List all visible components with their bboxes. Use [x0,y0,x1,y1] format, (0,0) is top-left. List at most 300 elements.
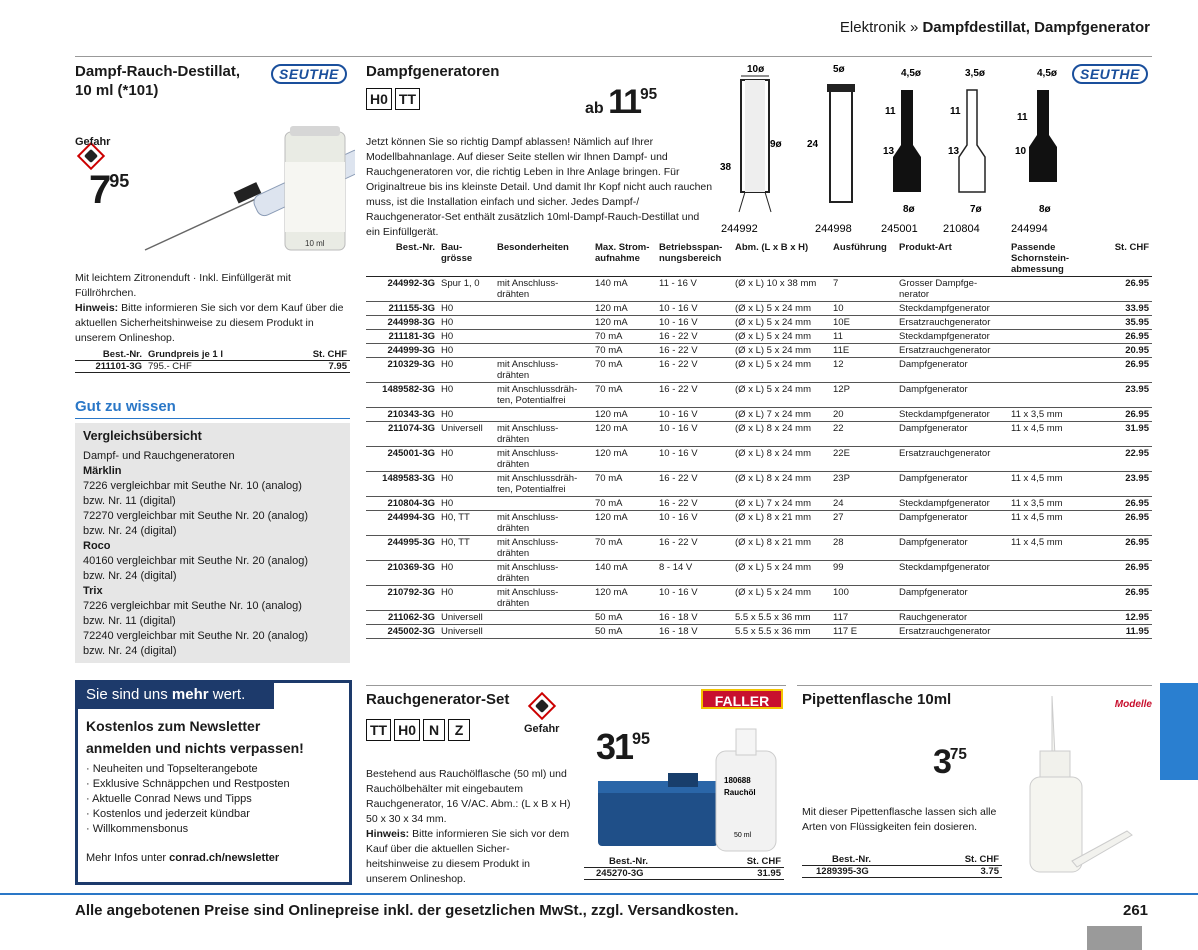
footer-text: Alle angebotenen Preise sind Onlinepreise inkl. der gesetzlichen MwSt., zzgl. Versandkosten. [75,902,739,919]
cell-current: 70 mA [592,472,656,497]
cell-features [494,497,592,511]
brand-maerklin: Märklin [83,465,122,477]
th-price: St. CHF [1094,241,1152,277]
cell-current: 120 mA [592,422,656,447]
scale-badge-tt: TT [395,88,420,110]
cell-order-no[interactable]: 1489582-3G [366,383,438,408]
cell-order-no[interactable]: 244995-3G [366,536,438,561]
dim-side: 11 [950,106,961,117]
good-to-know [75,398,350,663]
page-number: 261 [1123,902,1149,919]
th-product-type: Produkt-Art [896,241,1008,277]
table-row[interactable] [366,277,1152,302]
table-row[interactable] [366,447,1152,472]
cell-current: 120 mA [592,408,656,422]
left-price-cell: 7.95 [282,361,350,373]
cell-scale: H0 [438,472,494,497]
main-product-title: Dampfgeneratoren [366,63,500,80]
smoke-set-title: Rauchgenerator-Set [366,691,510,708]
diagram-label: 210804 [943,223,980,235]
cell-chimney [1008,561,1094,586]
cell-dimensions: (Ø x L) 5 x 24 mm [732,561,830,586]
dim-top: 4,5ø [901,68,922,79]
left-order-table [75,349,350,373]
cell-chimney [1008,625,1094,639]
cell-current: 140 mA [592,277,656,302]
cell-price: 26.95 [1094,561,1152,586]
cell-order-no[interactable]: 244994-3G [366,511,438,536]
cell-voltage: 10 - 16 V [656,422,732,447]
left-title-line1: Dampf-Rauch-Destillat, [75,63,241,80]
smoke-hint-label: Hinweis: [366,828,410,840]
cell-scale: H0 [438,316,494,330]
cell-price: 26.95 [1094,511,1152,536]
th-order-no: Best.-Nr. [75,349,145,361]
product-table [366,241,1152,639]
table-row[interactable] [366,511,1152,536]
cell-product-type: Steckdampfgenerator [896,408,1008,422]
cell-dimensions: 5.5 x 5.5 x 36 mm [732,611,830,625]
cell-order-no[interactable]: 244992-3G [366,277,438,302]
table-row[interactable] [366,344,1152,358]
cell-voltage: 16 - 22 V [656,472,732,497]
comparison-line: bzw. Nr. 11 (digital) [83,615,176,627]
dim-side: 11 [1017,112,1028,123]
cell-voltage: 10 - 16 V [656,447,732,472]
cell-version: 10 [830,302,896,316]
cell-dimensions: (Ø x L) 7 x 24 mm [732,408,830,422]
cell-scale: H0 [438,302,494,316]
comparison-intro: Dampf- und Rauchgeneratoren [83,450,235,462]
cell-price: 11.95 [1094,625,1152,639]
smoke-set-desc [366,767,571,887]
cell-chimney: 11 x 4,5 mm [1008,472,1094,497]
th-price: St. CHF [282,349,350,361]
cell-chimney: 11 x 4,5 mm [1008,511,1094,536]
th-features: Besonderheiten [494,241,592,277]
cell-voltage: 16 - 22 V [656,383,732,408]
cell-version: 22E [830,447,896,472]
table-row[interactable] [366,302,1152,316]
cell-current: 50 mA [592,611,656,625]
cell-order-no[interactable]: 245001-3G [366,447,438,472]
left-base-price: 795.- CHF [145,361,282,373]
cell-scale: H0 [438,344,494,358]
seuthe-logo-main: SEUTHE [1072,64,1148,84]
table-row[interactable] [366,625,1152,639]
th-price: St. CHF [709,856,784,868]
pipette-order-table [802,854,1002,878]
pipette-price-cell: 3.75 [930,866,1002,878]
dim-top: 10ø [747,64,765,75]
smoke-set [366,687,786,887]
breadcrumb-separator: » [909,19,919,36]
comparison-title: Vergleichsübersicht [83,429,202,443]
cell-dimensions: (Ø x L) 5 x 24 mm [732,383,830,408]
comparison-line: 72240 vergleichbar mit Seuthe Nr. 20 (analog) [83,630,309,642]
hazard-label: Gefahr [75,136,111,148]
dim-side: 10 [1015,146,1027,157]
cell-chimney [1008,302,1094,316]
cell-scale: H0 [438,408,494,422]
cell-chimney [1008,277,1094,302]
cell-order-no[interactable]: 211155-3G [366,302,438,316]
th-current: Max. Strom-aufnahme [592,241,656,277]
smoke-price-cell: 31.95 [709,868,784,880]
cell-product-type: Grosser Dampfge-nerator [896,277,1008,302]
table-row[interactable] [366,611,1152,625]
table-row[interactable] [366,536,1152,561]
newsletter-title-2: anmelden und nichts verpassen! [86,740,304,756]
pipette-order-no[interactable]: 1289395-3G [802,866,930,878]
cell-current: 140 mA [592,561,656,586]
pipette-price-dec: 75 [949,745,967,763]
cell-dimensions: (Ø x L) 8 x 24 mm [732,472,830,497]
cell-product-type: Dampfgenerator [896,383,1008,408]
banner-post: wert. [208,686,246,703]
bottle-label: 50 ml [734,832,752,839]
cell-voltage: 16 - 22 V [656,358,732,383]
dim-top: 4,5ø [1037,68,1058,79]
cell-product-type: Dampfgenerator [896,358,1008,383]
faller-logo: FALLER [701,689,783,709]
th-voltage: Betriebsspan-nungsbereich [656,241,732,277]
chapter-tab[interactable] [1160,683,1198,780]
cell-scale: H0 [438,383,494,408]
left-price-dec: 95 [109,171,130,192]
cell-current: 70 mA [592,358,656,383]
cell-order-no[interactable]: 244999-3G [366,344,438,358]
comparison-line: 7226 vergleichbar mit Seuthe Nr. 10 (analog) [83,480,302,492]
cell-price: 26.95 [1094,358,1152,383]
table-row[interactable] [366,316,1152,330]
cell-current: 70 mA [592,497,656,511]
good-to-know-title: Gut zu wissen [75,398,350,419]
th-chimney: Passende Schornstein-abmessung [1008,241,1094,277]
cell-order-no[interactable]: 211074-3G [366,422,438,447]
seuthe-logo: SEUTHE [271,64,347,84]
cell-features: mit Anschluss-drähten [494,447,592,472]
main-scales [366,88,423,110]
comparison-box [75,423,350,663]
th-price: St. CHF [930,854,1002,866]
cell-current: 120 mA [592,586,656,611]
generator-diagram [715,62,1075,237]
cell-features: mit Anschlussdräh-ten, Potentialfrei [494,472,592,497]
pipette-price [933,745,967,779]
cell-chimney [1008,586,1094,611]
cell-voltage: 11 - 16 V [656,277,732,302]
cell-voltage: 16 - 18 V [656,611,732,625]
cell-voltage: 10 - 16 V [656,408,732,422]
cell-features [494,316,592,330]
cell-features [494,344,592,358]
cell-dimensions: (Ø x L) 5 x 24 mm [732,586,830,611]
cell-features [494,611,592,625]
main-product-top-rule [366,56,1152,57]
left-hint-label: Hinweis: [75,302,119,314]
cell-price: 26.95 [1094,586,1152,611]
cell-current: 120 mA [592,302,656,316]
cell-version: 22 [830,422,896,447]
comparison-line: bzw. Nr. 11 (digital) [83,495,176,507]
dim-bottom: 8ø [903,204,915,215]
cell-voltage: 10 - 16 V [656,302,732,316]
newsletter-title-1: Kostenlos zum Newsletter [86,718,261,734]
cell-price: 26.95 [1094,497,1152,511]
cell-scale: H0 [438,497,494,511]
product-table-body [366,277,1152,639]
cell-dimensions: (Ø x L) 5 x 24 mm [732,302,830,316]
scale-badge-z: Z [448,719,470,741]
cell-order-no[interactable]: 210369-3G [366,561,438,586]
cell-voltage: 16 - 22 V [656,497,732,511]
main-price-dec: 95 [640,85,658,103]
smoke-set-image [588,711,788,861]
cell-price: 35.95 [1094,316,1152,330]
breadcrumb-title: Dampfdestillat, Dampfgenerator [922,19,1150,36]
table-row[interactable] [366,586,1152,611]
cell-current: 70 mA [592,383,656,408]
scale-badge-tt: TT [366,719,391,741]
cell-order-no[interactable]: 1489583-3G [366,472,438,497]
cell-product-type: Dampfgenerator [896,472,1008,497]
cell-dimensions: (Ø x L) 7 x 24 mm [732,497,830,511]
banner-bold: mehr [171,686,209,703]
dim-side: 11 [885,106,896,117]
cell-product-type: Ersatzrauchgenerator [896,447,1008,472]
newsletter-item: · Exklusive Schnäppchen und Restposten [86,778,290,790]
cell-chimney [1008,447,1094,472]
cell-version: 20 [830,408,896,422]
cell-scale: H0 [438,586,494,611]
cell-voltage: 10 - 16 V [656,511,732,536]
newsletter-item: · Neuheiten und Topselterangebote [86,763,258,775]
cell-order-no[interactable]: 211181-3G [366,330,438,344]
cell-price: 26.95 [1094,536,1152,561]
cell-product-type: Steckdampfgenerator [896,497,1008,511]
left-title-line2: 10 ml (*101) [75,82,159,99]
cell-features: mit Anschluss-drähten [494,511,592,536]
cell-features [494,330,592,344]
smoke-price-dec: 95 [632,729,651,748]
cell-chimney: 11 x 4,5 mm [1008,422,1094,447]
cell-features: mit Anschluss-drähten [494,422,592,447]
left-price [89,170,129,210]
cell-features: mit Anschluss-drähten [494,561,592,586]
table-row[interactable] [366,497,1152,511]
newsletter-item: · Aktuelle Conrad News und Tipps [86,793,252,805]
cell-version: 117 [830,611,896,625]
scale-badge-n: N [423,719,445,741]
left-product [75,62,350,372]
cell-version: 11E [830,344,896,358]
cell-version: 24 [830,497,896,511]
cell-order-no[interactable]: 244998-3G [366,316,438,330]
cell-order-no[interactable]: 210792-3G [366,586,438,611]
cell-product-type: Ersatzrauchgenerator [896,344,1008,358]
cell-chimney: 11 x 4,5 mm [1008,536,1094,561]
cell-chimney: 11 x 3,5 mm [1008,497,1094,511]
cell-voltage: 16 - 18 V [656,625,732,639]
cell-dimensions: (Ø x L) 5 x 24 mm [732,330,830,344]
comparison-line: 7226 vergleichbar mit Seuthe Nr. 10 (analog) [83,600,302,612]
pipette-product [797,687,1152,887]
footer-rule [0,893,1198,895]
cell-version: 99 [830,561,896,586]
dim-bottom: 8ø [1039,204,1051,215]
cell-price: 26.95 [1094,408,1152,422]
syringe-bottle-image [140,102,355,252]
pipette-title: Pipettenflasche 10ml [802,691,952,708]
table-row[interactable] [366,561,1152,586]
table-row[interactable] [366,383,1152,408]
dim-side: 13 [883,146,895,157]
cell-price: 23.95 [1094,472,1152,497]
cell-chimney [1008,383,1094,408]
cell-features: mit Anschluss-drähten [494,586,592,611]
cell-features: mit Anschluss-drähten [494,358,592,383]
cell-features [494,302,592,316]
th-order-no: Best.-Nr. [366,241,438,277]
cell-version: 117 E [830,625,896,639]
cell-current: 70 mA [592,536,656,561]
left-product-desc [75,271,350,346]
cell-version: 27 [830,511,896,536]
pipette-image [1012,691,1147,881]
diagram-label: 244994 [1011,223,1048,235]
cell-features: mit Anschluss-drähten [494,277,592,302]
smoke-hint-text: Bitte informieren Sie sich vor dem Kauf über die aktuellen Sicher-heitshinweise zu diesem Produkt in unserem Onlineshop. [366,828,570,885]
brand-trix: Trix [83,585,103,597]
smoke-price-int: 31 [596,726,633,767]
cell-price: 23.95 [1094,383,1152,408]
comparison-line: bzw. Nr. 24 (digital) [83,525,177,537]
cell-scale: H0 [438,330,494,344]
cell-order-no[interactable]: 210329-3G [366,358,438,383]
cell-order-no[interactable]: 211062-3G [366,611,438,625]
table-row[interactable] [366,408,1152,422]
cell-version: 100 [830,586,896,611]
cell-voltage: 16 - 22 V [656,536,732,561]
left-order-no[interactable]: 211101-3G [75,361,145,373]
dim-top: 3,5ø [965,68,986,79]
dim-side: 13 [948,146,960,157]
cell-product-type: Ersatzrauchgenerator [896,625,1008,639]
th-version: Ausführung [830,241,896,277]
left-hint [75,301,350,346]
diagram-label: 244992 [721,223,758,235]
table-row[interactable] [366,422,1152,447]
cell-product-type: Dampfgenerator [896,511,1008,536]
cell-version: 12 [830,358,896,383]
cell-scale: H0 [438,561,494,586]
cell-voltage: 10 - 16 V [656,586,732,611]
comparison-line: 40160 vergleichbar mit Seuthe Nr. 20 (analog) [83,555,309,567]
smoke-set-order-table [584,856,784,880]
cell-price: 26.95 [1094,330,1152,344]
cell-version: 28 [830,536,896,561]
cell-dimensions: 5.5 x 5.5 x 36 mm [732,625,830,639]
cell-order-no[interactable]: 210343-3G [366,408,438,422]
cell-product-type: Dampfgenerator [896,422,1008,447]
cell-features: mit Anschluss-drähten [494,536,592,561]
cell-price: 31.95 [1094,422,1152,447]
cell-product-type: Dampfgenerator [896,586,1008,611]
comparison-line: bzw. Nr. 24 (digital) [83,645,177,657]
cell-version: 10E [830,316,896,330]
cell-chimney [1008,316,1094,330]
cell-dimensions: (Ø x L) 8 x 21 mm [732,536,830,561]
main-price-int: 11 [608,83,641,121]
table-row[interactable] [366,330,1152,344]
cell-scale: H0, TT [438,536,494,561]
cell-scale: H0, TT [438,511,494,536]
cell-current: 70 mA [592,344,656,358]
cell-chimney [1008,611,1094,625]
price-prefix: ab [585,100,604,117]
cell-dimensions: (Ø x L) 8 x 24 mm [732,447,830,472]
cell-product-type: Ersatzrauchgenerator [896,316,1008,330]
cell-price: 20.95 [1094,344,1152,358]
bottle-label: Rauchöl [724,788,756,797]
cell-chimney [1008,330,1094,344]
cell-version: 7 [830,277,896,302]
table-row[interactable] [366,472,1152,497]
dim-bottom: 7ø [970,204,982,215]
cell-voltage: 8 - 14 V [656,561,732,586]
bottle-label: 10 ml [305,239,325,248]
table-row[interactable] [366,358,1152,383]
main-price [585,85,657,119]
hazard-icon [528,692,556,720]
scale-badge-h0: H0 [366,88,392,110]
newsletter-box[interactable] [75,680,352,885]
newsletter-link[interactable]: conrad.ch/newsletter [169,852,280,864]
cell-product-type: Steckdampfgenerator [896,561,1008,586]
th-base-price: Grundpreis je 1 l [145,349,282,361]
smoke-order-no[interactable]: 245270-3G [584,868,709,880]
cell-order-no[interactable]: 245002-3G [366,625,438,639]
cell-current: 120 mA [592,511,656,536]
cell-voltage: 16 - 22 V [656,344,732,358]
pipette-desc: Mit dieser Pipettenflasche lassen sich alle Arten von Flüssigkeiten fein dosieren. [802,806,997,833]
cell-features [494,408,592,422]
cell-dimensions: (Ø x L) 5 x 24 mm [732,316,830,330]
cell-version: 12P [830,383,896,408]
cell-scale: Universell [438,422,494,447]
cell-scale: H0 [438,358,494,383]
pipette-price-int: 3 [933,743,950,781]
smoke-desc-text: Bestehend aus Rauchölflasche (50 ml) und Rauchölbehälter mit eingebautem Rauchgenerator, 16 V/AC. Abm.: (L x B x H) 50 x 30 x 34 mm. [366,768,571,825]
th-order-no: Best.-Nr. [802,854,930,866]
cell-dimensions: (Ø x L) 8 x 24 mm [732,422,830,447]
cell-dimensions: (Ø x L) 10 x 38 mm [732,277,830,302]
cell-current: 120 mA [592,316,656,330]
cell-features: mit Anschlussdräh-ten, Potentialfrei [494,383,592,408]
cell-current: 50 mA [592,625,656,639]
left-price-int: 7 [89,168,110,212]
page-corner-block [1087,926,1142,950]
cell-dimensions: (Ø x L) 8 x 21 mm [732,511,830,536]
cell-scale: Universell [438,625,494,639]
cell-dimensions: (Ø x L) 5 x 24 mm [732,358,830,383]
cell-product-type: Steckdampfgenerator [896,330,1008,344]
th-order-no: Best.-Nr. [584,856,709,868]
th-dimensions: Abm. (L x B x H) [732,241,830,277]
cell-order-no[interactable]: 210804-3G [366,497,438,511]
cell-price: 26.95 [1094,277,1152,302]
